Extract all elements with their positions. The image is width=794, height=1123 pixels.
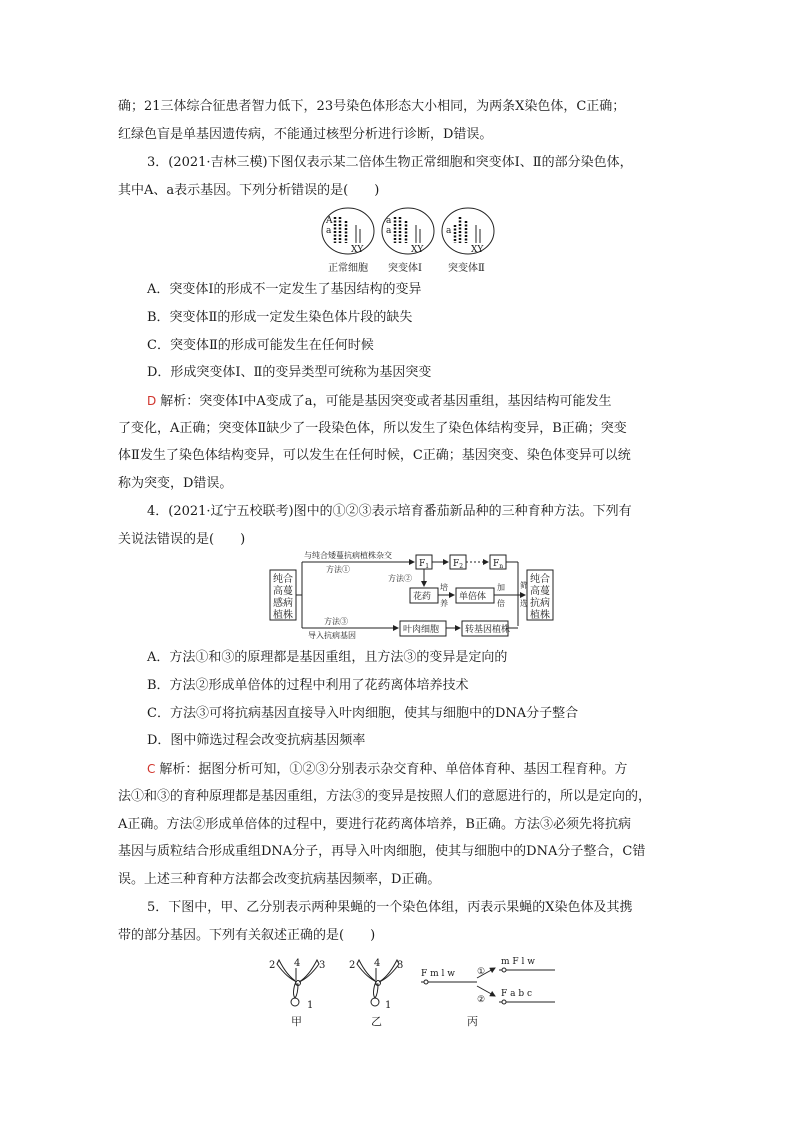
mutant-1-label: 突变体Ⅰ <box>388 263 422 274</box>
q3-explanation: 了变化，A正确；突变体Ⅱ缺少了一段染色体，所以发生了染色体结构变异，B正确；突变 <box>118 421 627 436</box>
svg-text:4: 4 <box>294 958 301 969</box>
q3-option-b: B．突变体Ⅱ的形成一定发生染色体片段的缺失 <box>147 310 413 325</box>
svg-text:1: 1 <box>385 1000 392 1011</box>
explanation-text: 解析：据图分析可知，①②③分别表示杂交育种、单倍体育种、基因工程育种。方 <box>159 762 628 777</box>
sex-chromosome-label: XY <box>411 245 424 255</box>
sex-chromosome-label: XY <box>471 245 484 255</box>
q4-explanation: A正确。方法②形成单倍体的过程中，要进行花药离体培养，B正确。方法③必须先将抗病 <box>118 817 631 832</box>
q3-option-c: C．突变体Ⅱ的形成可能发生在任何时候 <box>147 338 374 353</box>
svg-text:3: 3 <box>397 960 404 971</box>
q3-option-a: A．突变体Ⅰ的形成不一定发生了基因结构的变异 <box>147 282 422 297</box>
svg-text:Fn: $F_n$ <box>493 559 504 570</box>
svg-text:2: 2 <box>349 960 356 971</box>
gene-label-a: a <box>446 226 452 236</box>
fruitfly-figure <box>265 948 565 1030</box>
question-3-stem: 3．(2021·吉林三模)下图仅表示某二倍体生物正常细胞和突变体Ⅰ、Ⅱ的部分染色体， <box>147 155 633 170</box>
gene-label-a: a <box>386 216 392 226</box>
svg-text:F2: $F_2$ <box>453 559 464 570</box>
gene-label-A: A <box>326 216 333 226</box>
svg-text:纯合: 纯合 <box>273 574 293 585</box>
svg-text:感病: 感病 <box>273 598 293 609</box>
q4-explanation: 误。上述三种育种方法都会改变抗病基因频率，D正确。 <box>118 872 441 887</box>
svg-text:养: 养 <box>440 599 448 608</box>
svg-text:植株: 植株 <box>273 610 293 621</box>
q4-option-a: A．方法①和③的原理都是基因重组，且方法③的变异是定向的 <box>147 650 508 665</box>
svg-text:植株: 植株 <box>530 610 550 621</box>
svg-text:2: 2 <box>269 960 276 971</box>
answer-badge: D <box>147 394 157 408</box>
chromosome-set-yi <box>349 958 403 1028</box>
svg-text:4: 4 <box>374 958 381 969</box>
top-label: 与纯合矮蔓抗病植株杂交 <box>304 551 392 560</box>
sex-chromosome-label: XY <box>351 245 364 255</box>
q3-explanation: 称为突变，D错误。 <box>118 476 233 491</box>
chromosome-set-jia <box>269 958 325 1028</box>
question-3-stem: 其中A、a表示基因。下列分析错误的是( ) <box>118 183 380 198</box>
explanation-text: 解析：突变体Ⅰ中A变成了a，可能是基因突变或者基因重组，基因结构可能发生 <box>160 394 612 409</box>
normal-cell-label: 正常细胞 <box>328 263 368 274</box>
svg-text:1: 1 <box>307 1000 314 1011</box>
normal-cell <box>322 208 374 255</box>
q3-explanation: 体Ⅱ发生了染色体结构变异，可以发生在任何时候，C正确；基因突变、染色体变异可以统 <box>118 448 631 463</box>
svg-text:②: ② <box>477 995 486 1005</box>
q3-option-d: D．形成突变体Ⅰ、Ⅱ的变异类型可统称为基因突变 <box>147 365 432 380</box>
svg-text:加: 加 <box>497 583 505 592</box>
mutant-1-cell <box>382 208 434 255</box>
svg-text:F1: $F_1$ <box>419 559 430 570</box>
question-4-stem: 4．(2021·辽宁五校联考)图中的①②③表示培育番茄新品种的三种育种方法。下列有 <box>147 504 632 519</box>
method-3-label: 方法③ <box>324 617 348 626</box>
svg-text:转基因植株: 转基因植株 <box>465 625 511 635</box>
svg-text:选: 选 <box>520 599 528 608</box>
q3-explanation <box>147 391 677 412</box>
bottom-label: 导入抗病基因 <box>308 631 356 640</box>
q4-option-b: B．方法②形成单倍体的过程中利用了花药离体培养技术 <box>147 678 469 693</box>
gene-label-a: a <box>326 226 332 236</box>
q4-option-d: D．图中筛选过程会改变抗病基因频率 <box>147 733 366 748</box>
svg-text:纯合: 纯合 <box>530 574 550 585</box>
svg-text:单倍体: 单倍体 <box>459 592 487 602</box>
gene-label-a: a <box>386 226 392 236</box>
label-yi: 乙 <box>371 1015 382 1028</box>
svg-text:3: 3 <box>319 960 326 971</box>
svg-text:倍: 倍 <box>497 599 505 608</box>
svg-text:花药: 花药 <box>413 592 432 602</box>
question-4-stem: 关说法错误的是( ) <box>118 532 246 547</box>
method-1-label: 方法① <box>326 565 350 574</box>
question-5-stem: 5．下图中，甲、乙分别表示两种果蝇的一个染色体组，丙表示果蝇的X染色体及其携 <box>147 900 633 915</box>
question-5-stem: 带的部分基因。下列有关叙述正确的是( ) <box>118 928 376 943</box>
svg-text:培: 培 <box>440 583 448 592</box>
method-2-label: 方法② <box>388 574 412 583</box>
text-line: 确；21三体综合征患者智力低下，23号染色体形态大小相同，为两条X染色体，C正确； <box>118 99 626 114</box>
answer-badge: C <box>147 762 156 776</box>
mutant-2-cell <box>442 208 494 255</box>
breeding-flowchart <box>268 548 556 642</box>
q4-option-c: C．方法③可将抗病基因直接导入叶肉细胞，使其与细胞中的DNA分子整合 <box>147 706 579 721</box>
text-line: 红绿色盲是单基因遗传病，不能通过核型分析进行诊断，D错误。 <box>118 127 493 142</box>
svg-text:高蔓: 高蔓 <box>530 586 550 597</box>
q4-explanation <box>147 759 677 780</box>
q4-explanation: 法①和③的育种原理都是基因重组，方法③的变异是按照人们的意愿进行的，所以是定向的， <box>118 789 652 804</box>
svg-text:m F l w: m F l w <box>501 957 535 967</box>
svg-text:高蔓: 高蔓 <box>273 586 293 597</box>
svg-text:F m l w: F m l w <box>421 969 455 979</box>
svg-text:①: ① <box>477 967 486 977</box>
label-jia: 甲 <box>291 1015 302 1028</box>
svg-text:F a b c: F a b c <box>501 989 532 999</box>
cell-figure <box>318 205 498 277</box>
label-bing: 丙 <box>467 1015 478 1028</box>
mutant-2-label: 突变体Ⅱ <box>448 263 485 274</box>
x-chromosome-genes <box>421 957 555 1028</box>
svg-text:筛: 筛 <box>520 581 528 590</box>
svg-text:叶肉细胞: 叶肉细胞 <box>403 625 440 635</box>
svg-text:抗病: 抗病 <box>530 598 550 609</box>
q4-explanation: 基因与质粒结合形成重组DNA分子，再导入叶肉细胞，使其与细胞中的DNA分子整合，C错 <box>118 844 646 859</box>
